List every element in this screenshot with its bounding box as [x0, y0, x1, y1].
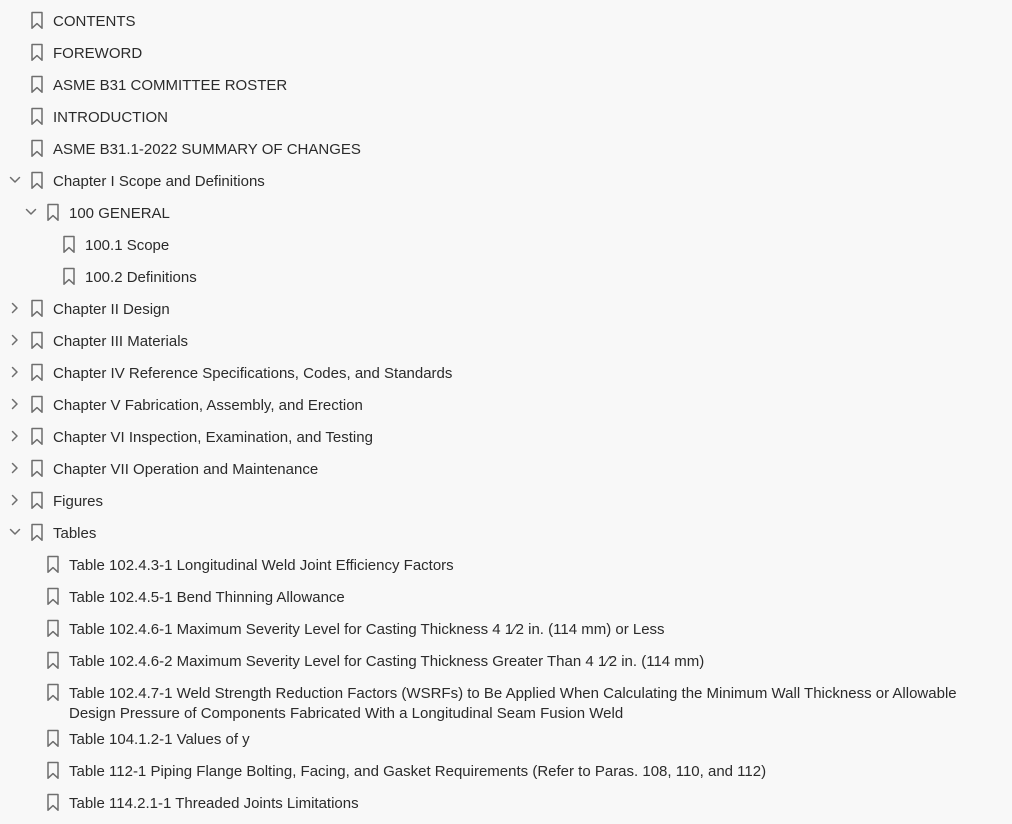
bookmark-item-table-112-1-piping-flange-bolting-facing-and-gas[interactable] [0, 755, 1012, 787]
bookmark-label: CONTENTS [53, 13, 136, 30]
bookmark-icon [30, 363, 44, 382]
bookmark-icon [46, 555, 60, 574]
bookmark-icon [46, 793, 60, 812]
bookmark-label: 100.1 Scope [85, 237, 170, 254]
bookmark-icon [30, 75, 44, 94]
bookmark-label: Table 102.4.5-1 Bend Thinning Allowance [69, 589, 345, 606]
bookmark-label: Table 102.4.6-1 Maximum Severity Level for Casting Thickness 4 1⁄2 in. (114 mm) or Less [69, 621, 665, 638]
bookmark-icon [30, 523, 44, 542]
bookmark-label: Table 112-1 Piping Flange Bolting, Facing, and Gasket Requirements (Refer to Paras. 108, 110, and 112) [69, 763, 767, 780]
bookmark-item-chapter-ii-design[interactable] [0, 293, 1012, 325]
bookmark-icon [62, 267, 76, 286]
bookmark-icon [30, 491, 44, 510]
bookmark-label: Chapter II Design [53, 301, 170, 318]
bookmark-item-foreword[interactable] [0, 37, 1012, 69]
bookmark-item-table-102-4-7-1-weld-strength-reduction-factors-[interactable] [0, 677, 1012, 723]
bookmark-label: Chapter IV Reference Specifications, Codes, and Standards [53, 365, 453, 382]
bookmark-item-contents[interactable] [0, 5, 1012, 37]
bookmark-label: ASME B31 COMMITTEE ROSTER [53, 77, 288, 94]
bookmark-label: Table 104.1.2-1 Values of y [69, 731, 250, 748]
bookmark-item-tables[interactable] [0, 517, 1012, 549]
bookmark-item-table-104-1-2-1-values-of-y[interactable] [0, 723, 1012, 755]
bookmark-label: Table 102.4.6-2 Maximum Severity Level for Casting Thickness Greater Than 4 1⁄2 in. (114 mm) [69, 653, 705, 670]
bookmark-icon [30, 107, 44, 126]
bookmark-icon [46, 587, 60, 606]
bookmark-icon [46, 761, 60, 780]
bookmark-icon [46, 683, 60, 702]
chevron-right-icon[interactable] [8, 301, 22, 315]
bookmark-label: Table 102.4.3-1 Longitudinal Weld Joint Efficiency Factors [69, 557, 454, 574]
bookmark-item-introduction[interactable] [0, 101, 1012, 133]
bookmark-item-chapter-vii-operation-and-maintenance[interactable] [0, 453, 1012, 485]
bookmark-icon [62, 235, 76, 254]
bookmark-item-chapter-vi-inspection-examination-and-testing[interactable] [0, 421, 1012, 453]
chevron-right-icon[interactable] [8, 333, 22, 347]
bookmark-item-100-2-definitions[interactable] [0, 261, 1012, 293]
bookmark-item-100-1-scope[interactable] [0, 229, 1012, 261]
bookmark-item-table-102-4-6-1-maximum-severity-level-for-casti[interactable] [0, 613, 1012, 645]
bookmark-icon [30, 139, 44, 158]
chevron-right-icon[interactable] [8, 493, 22, 507]
bookmark-icon [30, 459, 44, 478]
bookmark-icon [30, 11, 44, 30]
bookmark-icon [46, 203, 60, 222]
bookmark-label: Chapter I Scope and Definitions [53, 173, 265, 190]
bookmark-label: Table 102.4.7-1 Weld Strength Reduction Factors (WSRFs) to Be Applied When Calculating the Minimum Wall Thickness or Allowable Design Pressure of Components Fabricated With a Longitudinal Seam Fusion Weld [69, 685, 957, 722]
bookmark-label: INTRODUCTION [53, 109, 168, 126]
bookmark-label: Table 114.2.1-1 Threaded Joints Limitations [69, 795, 359, 812]
bookmark-label: Chapter III Materials [53, 333, 189, 350]
bookmark-item-figures[interactable] [0, 485, 1012, 517]
bookmark-item-chapter-v-fabrication-assembly-and-erection[interactable] [0, 389, 1012, 421]
bookmark-icon [46, 729, 60, 748]
bookmark-icon [46, 619, 60, 638]
bookmark-label: 100 GENERAL [69, 205, 170, 222]
bookmark-icon [30, 331, 44, 350]
chevron-down-icon[interactable] [24, 205, 38, 219]
chevron-right-icon[interactable] [8, 461, 22, 475]
bookmark-label: Figures [53, 493, 104, 510]
bookmark-item-asme-b31-committee-roster[interactable] [0, 69, 1012, 101]
bookmark-label: Tables [53, 525, 97, 542]
chevron-down-icon[interactable] [8, 525, 22, 539]
bookmark-icon [30, 43, 44, 62]
bookmark-label: 100.2 Definitions [85, 269, 197, 286]
bookmark-item-100-general[interactable] [0, 197, 1012, 229]
bookmark-icon [30, 171, 44, 190]
bookmark-item-asme-b31-1-2022-summary-of-changes[interactable] [0, 133, 1012, 165]
bookmark-item-table-102-4-6-2-maximum-severity-level-for-casti[interactable] [0, 645, 1012, 677]
bookmark-item-table-114-2-1-1-threaded-joints-limitations[interactable] [0, 787, 1012, 815]
bookmark-label: ASME B31.1-2022 SUMMARY OF CHANGES [53, 141, 361, 158]
bookmark-item-chapter-i-scope-and-definitions[interactable] [0, 165, 1012, 197]
bookmark-label: FOREWORD [53, 45, 143, 62]
chevron-down-icon[interactable] [8, 173, 22, 187]
bookmark-item-chapter-iv-reference-specifications-codes-and-st[interactable] [0, 357, 1012, 389]
bookmark-item-chapter-iii-materials[interactable] [0, 325, 1012, 357]
bookmark-icon [30, 299, 44, 318]
bookmark-label: Chapter V Fabrication, Assembly, and Erection [53, 397, 363, 414]
bookmarks-tree [0, 5, 1012, 815]
bookmark-item-table-102-4-3-1-longitudinal-weld-joint-efficien[interactable] [0, 549, 1012, 581]
bookmark-label: Chapter VI Inspection, Examination, and Testing [53, 429, 373, 446]
bookmark-label: Chapter VII Operation and Maintenance [53, 461, 319, 478]
chevron-right-icon[interactable] [8, 397, 22, 411]
bookmark-icon [30, 395, 44, 414]
bookmark-icon [30, 427, 44, 446]
chevron-right-icon[interactable] [8, 429, 22, 443]
chevron-right-icon[interactable] [8, 365, 22, 379]
bookmark-icon [46, 651, 60, 670]
bookmark-item-table-102-4-5-1-bend-thinning-allowance[interactable] [0, 581, 1012, 613]
